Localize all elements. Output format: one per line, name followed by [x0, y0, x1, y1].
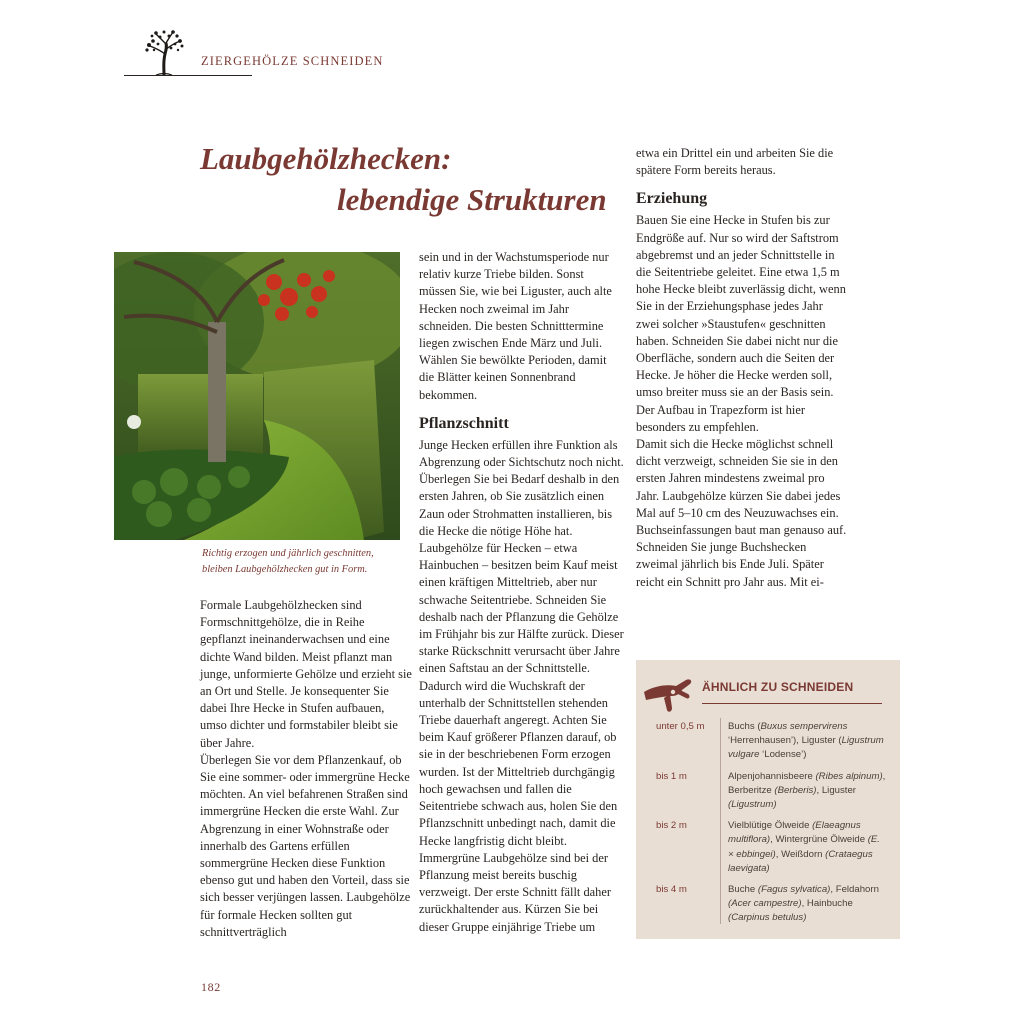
botanical-name: (E. × ebbingei) [728, 834, 880, 860]
height-label: bis 4 m [656, 884, 687, 896]
pruning-shears-icon [642, 674, 694, 714]
botanical-name: (Carpinus betulus) [728, 912, 807, 924]
body-column-3 [636, 145, 848, 591]
common-name: , Feldahorn [830, 884, 879, 896]
paragraph: Formale Laubgehölzhecken sind Formschnittgehölze, die in Reihe gepflanzt ineinanderwachsen und eine dichte Wand bilden. Meist pflanzt man junge, unformierte Gehölze und erzieht sie an Ort und Stelle. Je konsequenter Sie dabei Ihre Hecke in Stufen aufbauen, umso dichter und formstabiler bleibt sie über Jahre. [200, 598, 412, 750]
box-title: ÄHNLICH ZU SCHNEIDEN [702, 680, 854, 694]
height-label: bis 2 m [656, 820, 687, 832]
common-name: ‘Lodense’) [759, 749, 807, 761]
common-name: , Berberitze [728, 770, 886, 796]
paragraph: Überlegen Sie vor dem Pflanzenkauf, ob Sie eine sommer- oder immergrüne Hecke möchten. An viel befahrenen Straßen sind immergrüne Hecken die erste Wahl. Zur Abgrenzung in einer Wohnstraße oder innerhalb des Gartens erfüllen sommergrüne Hecken diese Funktion ebenso gut und haben den Vorteil, dass sie sich besser verjüngen lassen. Laubgehölze für formale Hecken sollten gut schnittverträglich [200, 752, 411, 939]
similar-pruning-box [636, 660, 900, 939]
paragraph: sein und in der Wachstumsperiode nur relativ kurze Triebe bilden. Sonst müssen Sie, wie bei Liguster, auch alte Hecken noch zweimal im Jahr schneiden. Die besten Schnitttermine liegen zwischen Ende März und Juli. Wählen Sie bewölkte Perioden, damit die Blätter keinen Sonnenbrand bekommen. [419, 250, 612, 402]
common-name: ‘Herrenhausen’), Liguster ( [728, 735, 842, 747]
common-name: Buche [728, 884, 758, 896]
botanical-name: Buxus sempervirens [760, 721, 848, 732]
botanical-name: (Acer campestre) [728, 898, 802, 910]
botanical-name: (Elaeagnus multiflora) [728, 820, 861, 846]
botanical-name: Ligustrum vulgare [728, 735, 884, 761]
table-row [636, 770, 900, 813]
caption-line-2: bleiben Laubgehölzhecken gut in Form. [202, 564, 368, 575]
title-line-1: Laubgehölzhecken: [200, 141, 452, 176]
section-label: ZIERGEHÖLZE SCHNEIDEN [201, 54, 384, 68]
box-title-rule [702, 703, 882, 704]
table-row [636, 883, 900, 926]
botanical-name: (Fagus sylvatica) [757, 884, 831, 896]
table-row [636, 819, 900, 876]
title-line-2: lebendige Strukturen [337, 182, 607, 217]
height-label: bis 1 m [656, 770, 687, 782]
paragraph: Junge Hecken erfüllen ihre Funktion als Abgrenzung oder Sichtschutz noch nicht. Überlegen Sie bei Bedarf deshalb in den ersten Jahren, ob Sie zusätzlich einen Zaun oder Strohmatten installieren, bis die Hecke die nötige Höhe hat. Laubgehölze für Hecken – etwa Hainbuchen – besitzen beim Kauf meist einen kräftigen Mitteltrieb, aber nur schwache Seitentriebe. Schneiden Sie deshalb nach der Pflanzung die Gehölze im Frühjahr bis zur Hälfte zurück. Dieser starke Rückschnitt verursacht über Jahre einen Saftstau an der Schnittstelle. Dadurch wird die Wuchskraft der unterhalb der Schnittstellen stehenden Triebe dauerhaft angeregt. Achten Sie beim Kauf größerer Pflanzen darauf, ob sie in der beschriebenen Form erzogen wurden. Ist der Mitteltrieb durchgängig hoch gewachsen und fallen die Seitentriebe schwach aus, holen Sie den Pflanzschnitt unbedingt nach, damit die Hecke langfristig dicht bleibt. [419, 437, 624, 848]
common-name: , Weißdorn [775, 848, 826, 860]
plant-list [728, 819, 888, 876]
table-row [636, 720, 900, 763]
paragraph: Buchseinfassungen baut man genauso auf. Schneiden Sie junge Buchshecken zweimal jährlich bis Ende Juli. Später reicht ein Schnitt pro Jahr aus. Mit ei- [636, 523, 847, 589]
botanical-name: (Ribes alpinum) [815, 770, 883, 782]
common-name: Buchs ( [728, 721, 761, 732]
plant-list [728, 770, 888, 813]
botanical-name: (Crataegus laevigata) [728, 848, 873, 874]
page-title [200, 138, 620, 220]
common-name: , Liguster [816, 784, 856, 796]
paragraph: Immergrüne Laubgehölze sind bei der Pflanzung meist bereits buschig verzweigt. Der erste Schnitt fällt daher zurückhaltender aus. Kürzen Sie bei dieser Gruppe einjährige Triebe um [419, 850, 611, 934]
subheading-pflanzschnitt: Pflanzschnitt [419, 414, 509, 432]
common-name: Vielblütige Ölweide [728, 820, 813, 832]
tree-icon [142, 28, 186, 76]
paragraph: Bauen Sie eine Hecke in Stufen bis zur Endgröße auf. Nur so wird der Saftstrom abgebremst und an jeder Schnittstelle in die Seitentriebe geleitet. Eine etwa 1,5 m hohe Hecke bleibt zuverlässig dicht, wenn Sie in der Erziehungsphase jedes Jahr zwei solcher »Staustufen« geschnitten haben. Schneiden Sie dabei nicht nur die Oberfläche, sondern auch die Seiten der Hecke. Je höher die Hecke werden soll, umso breiter muss sie an der Basis sein. Der Aufbau in Trapezform ist hier besonders zu empfehlen. [636, 213, 846, 434]
paragraph: Damit sich die Hecke möglichst schnell dicht verzweigt, schneiden Sie sie in den ersten Jahren mindestens zweimal pro Jahr. Laubgehölze kürzen Sie dabei jedes Mal auf 5–10 cm des Neuzuwachses ein. [636, 437, 841, 520]
subheading-erziehung: Erziehung [636, 190, 708, 208]
page-number: 182 [201, 980, 221, 994]
plant-list [728, 720, 888, 763]
hedge-garden-photo [114, 252, 400, 540]
height-label: unter 0,5 m [656, 721, 705, 732]
height-table [636, 720, 900, 933]
common-name: , Hainbuche [801, 898, 853, 910]
body-column-2 [419, 249, 624, 936]
caption-line-1: Richtig erzogen und jährlich geschnitten, [202, 548, 374, 559]
plant-list [728, 883, 888, 926]
common-name: , Wintergrüne Ölweide [770, 834, 868, 846]
body-column-1 [200, 597, 412, 941]
botanical-name: (Ligustrum) [728, 799, 777, 811]
running-head-rule [124, 75, 252, 76]
botanical-name: (Berberis) [774, 784, 817, 796]
photo-caption [202, 546, 412, 578]
paragraph: etwa ein Drittel ein und arbeiten Sie die spätere Form bereits heraus. [636, 146, 834, 178]
running-head [124, 28, 384, 80]
common-name: Alpenjohannisbeere [728, 770, 816, 782]
